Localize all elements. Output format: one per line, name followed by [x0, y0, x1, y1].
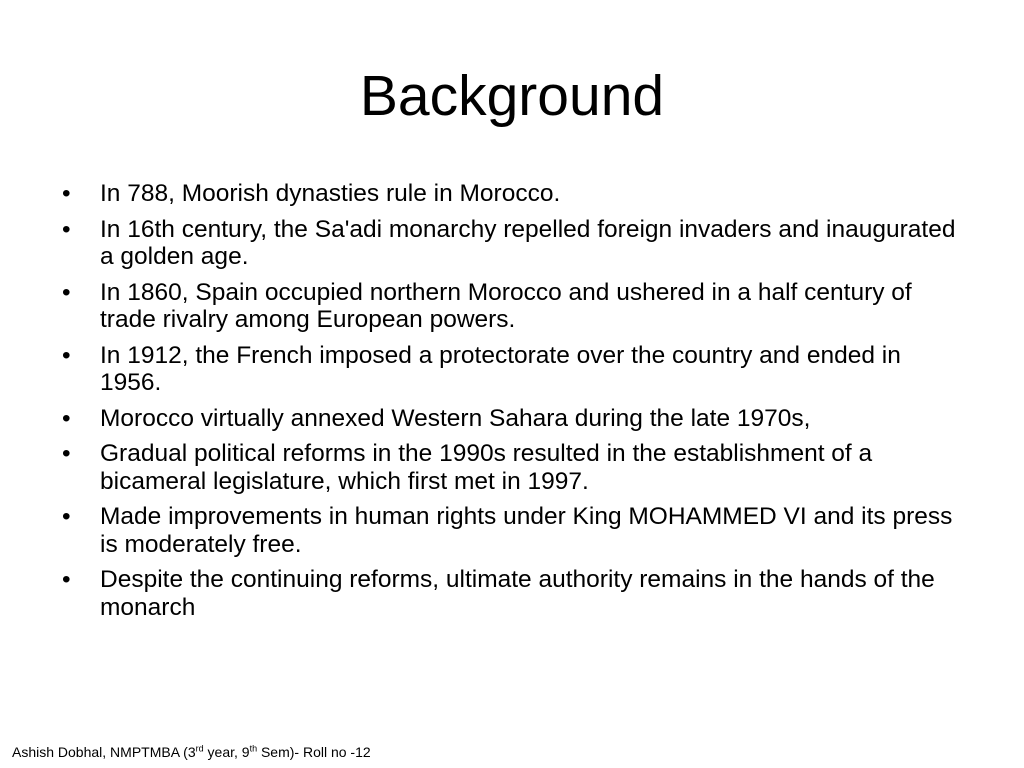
- slide-title: Background: [359, 64, 665, 128]
- footer-text-part2: year, 9: [203, 744, 250, 760]
- bullet-item: [58, 503, 958, 558]
- bullet-item: [58, 180, 958, 208]
- bullet-text: Morocco virtually annexed Western Sahara during the late 1970s,: [100, 404, 811, 432]
- bullet-item: [58, 440, 958, 495]
- bullet-icon: •: [62, 440, 71, 467]
- bullet-icon: •: [62, 503, 71, 530]
- footer-text-part1: Ashish Dobhal, NMPTMBA (3: [12, 744, 196, 760]
- bullet-text: Despite the continuing reforms, ultimate authority remains in the hands of the monarch: [100, 566, 935, 621]
- bullet-item: [58, 405, 958, 433]
- bullet-text: In 1912, the French imposed a protectorate over the country and ended in 1956.: [100, 341, 901, 396]
- bullet-icon: •: [62, 278, 71, 306]
- bullet-text: In 16th century, the Sa'adi monarchy repelled foreign invaders and inaugurated a golden age.: [100, 215, 956, 270]
- bullet-list: [58, 180, 958, 629]
- bullet-icon: •: [62, 341, 71, 369]
- bullet-item: [58, 566, 958, 621]
- bullet-icon: •: [62, 180, 71, 207]
- footer-text-part3: Sem)- Roll no -12: [257, 744, 371, 760]
- bullet-icon: •: [62, 566, 71, 593]
- bullet-item: [58, 216, 958, 271]
- bullet-text: Gradual political reforms in the 1990s resulted in the establishment of a bicameral legislature, which first met in 1997.: [100, 440, 873, 495]
- bullet-text: In 788, Moorish dynasties rule in Morocco.: [100, 180, 561, 207]
- footer-sup-th: th: [249, 743, 258, 754]
- bullet-item: [58, 279, 958, 334]
- bullet-item: [58, 342, 958, 397]
- bullet-text: Made improvements in human rights under King MOHAMMED VI and its press is moderately free.: [100, 503, 953, 558]
- bullet-icon: •: [62, 215, 71, 243]
- slide-footer: [12, 743, 371, 761]
- bullet-text: In 1860, Spain occupied northern Morocco and ushered in a half century of trade rivalry among European powers.: [100, 278, 912, 333]
- bullet-icon: •: [62, 404, 71, 432]
- footer-sup-rd: rd: [195, 743, 204, 754]
